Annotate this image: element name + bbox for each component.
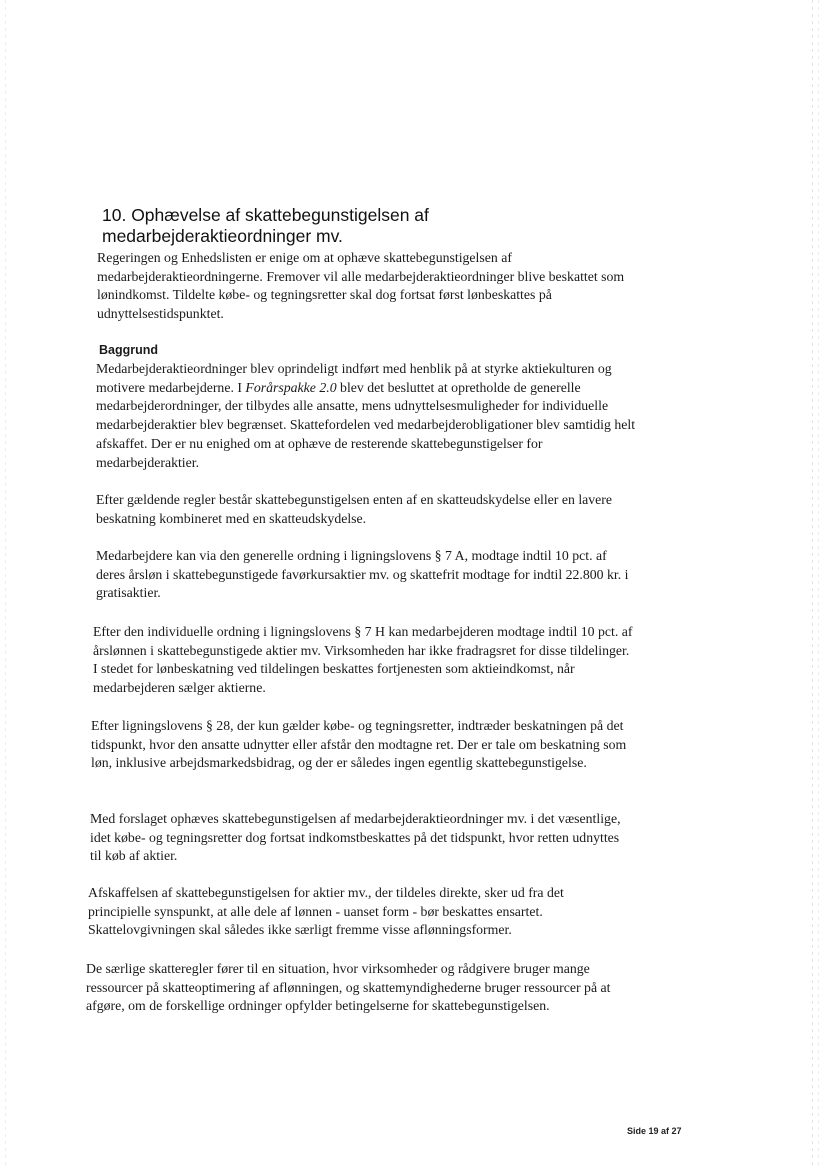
subheading-baggrund: Baggrund — [99, 343, 159, 357]
scan-edge-right-outer — [818, 0, 819, 1168]
paragraph-proposal: Med forslaget ophæves skattebegunstigelsen af medarbejderaktieordninger mv. i det væsentlige, idet købe- og tegningsretter dog fortsat indkomstbeskattes på det tidspunkt, hvor retten udnyttes til køb af aktier. — [90, 811, 621, 864]
paragraph-background-text-start: Medarbejderaktieordninger blev oprindeligt indført med henblik på at styrke aktiekulturen og motivere medarbejderne. I — [96, 361, 612, 395]
paragraph-resources: De særlige skatteregler fører til en situation, hvor virksomheder og rådgivere bruger mange ressourcer på skatteoptimering af aflønningen, og skattemyndighederne bruger ressourcer på at afgøre, om de forskellige ordninger opfylder betingelserne for skattebegunstigelsen. — [86, 961, 611, 1014]
paragraph-section-28: Efter ligningslovens § 28, der kun gælder købe- og tegningsretter, indtræder beskatningen på det tidspunkt, hvor den ansatte udnytter eller afstår den modtagne ret. Der er tale om beskatning som løn, inklusive arbejdsmarkedsbidrag, og der er således ingen egentlig skattebegunstigelse. — [91, 718, 627, 771]
paragraph-general-scheme: Medarbejdere kan via den generelle ordning i ligningslovens § 7 A, modtage indtil 10 pct. af deres årsløn i skattebegunstigede favørkursaktier mv. og skattefrit modtage for indtil 22.800 kr. i gratisaktier. — [96, 548, 629, 601]
section-heading: 10. Ophævelse af skattebegunstigelsen af medarbejderaktieordninger mv. — [102, 205, 429, 246]
paragraph-individual-scheme: Efter den individuelle ordning i ligningslovens § 7 H kan medarbejderen modtage indtil 10 pct. af årslønnen i skattebegunstigede aktier mv. Virksomheden har ikke fradragsret for disse tildelinger. I stedet for lønbeskatning ved tildelingen beskattes fortjenesten som aktieindkomst, når medarbejderen sælger aktierne. — [93, 624, 633, 696]
scan-edge-right — [812, 0, 813, 1168]
scan-edge-left — [5, 0, 6, 1168]
intro-paragraph: Regeringen og Enhedslisten er enige om at ophæve skattebegunstigelsen af medarbejderaktieordningerne. Fremover vil alle medarbejderaktieordninger blive beskattet som lønindkomst. Tildelte købe- og tegningsretter skal dog fortsat først lønbeskattes på udnyttelsestidspunktet. — [97, 250, 625, 322]
paragraph-principle: Afskaffelsen af skattebegunstigelsen for aktier mv., der tildeles direkte, sker ud fra det principielle synspunkt, at alle dele af lønnen - uanset form - bør beskattes ensartet. Skattelovgivningen skal således ikke særligt fremme visse aflønningsformer. — [88, 885, 564, 938]
page-number: Side 19 af 27 — [627, 1126, 682, 1136]
paragraph-background-text-end: blev det besluttet at opretholde de generelle medarbejderordninger, der tilbydes alle ansatte, mens udnyttelsesmuligheder for individuelle medarbejderaktier blev begrænset. Skattefordelen ved medarbejderobligationer blev samtidig helt afskaffet. Der er nu enighed om at ophæve de resterende skattebegunstigelser for medarbejderaktier. — [96, 379, 636, 470]
paragraph-background — [96, 360, 636, 472]
paragraph-current-rules: Efter gældende regler består skattebegunstigelsen enten af en skatteudskydelse eller en lavere beskatning kombineret med en skatteudskydelse. — [96, 492, 613, 526]
forarspakke-title: Forårspakke 2.0 — [245, 379, 337, 395]
